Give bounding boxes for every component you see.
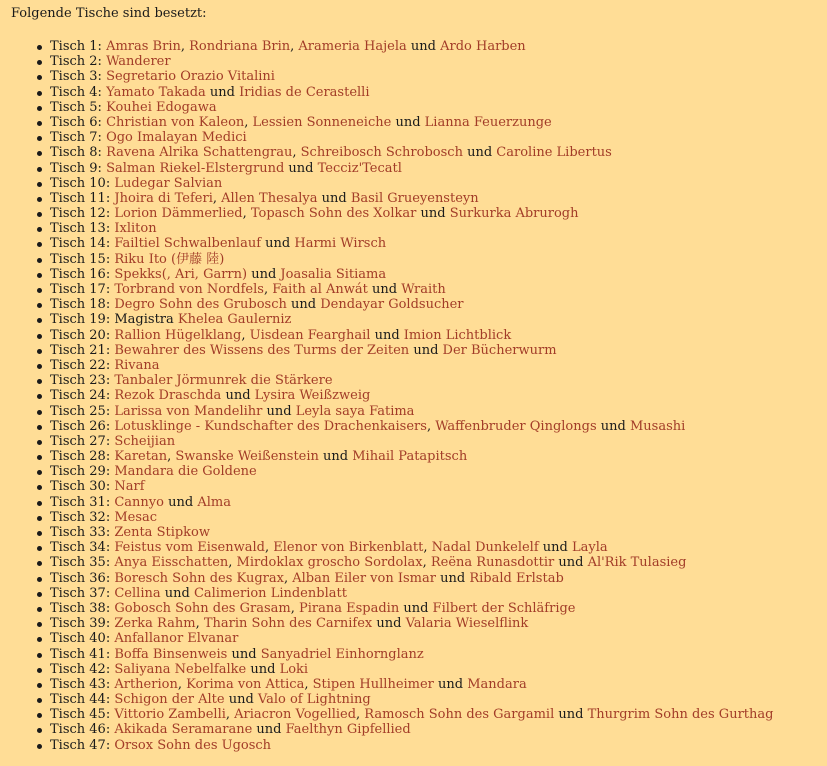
guest-link[interactable]: Larissa von Mandelihr: [114, 403, 263, 419]
table-row: [11, 282, 827, 297]
bullet-icon: [37, 303, 42, 308]
table-label: Tisch 39:: [50, 616, 111, 632]
table-label: Tisch 24:: [50, 388, 111, 404]
separator-text: ,: [426, 418, 436, 434]
bullet-icon: [37, 425, 42, 430]
separator-text: ,: [225, 707, 235, 723]
bullet-icon: [37, 242, 42, 247]
separator-text: ,: [242, 206, 251, 222]
table-label: Tisch 4:: [50, 84, 102, 100]
guest-link[interactable]: Ravena Alrika Schattengrau: [106, 145, 293, 161]
table-label: Tisch 26:: [50, 418, 111, 434]
table-label: Tisch 36:: [50, 570, 111, 586]
guest-link[interactable]: Segretario Orazio Vitalini: [106, 69, 275, 85]
bullet-icon: [37, 318, 42, 323]
table-label: Tisch 42:: [50, 661, 111, 677]
guest-link[interactable]: Boffa Binsenweis: [114, 646, 228, 662]
bullet-icon: [37, 607, 42, 612]
bullet-icon: [37, 501, 42, 506]
guest-link[interactable]: Bewahrer des Wissens des Turms der Zeiten: [114, 342, 410, 358]
bullet-icon: [37, 531, 42, 536]
table-row: [11, 130, 827, 145]
bullet-icon: [37, 273, 42, 278]
table-row: [11, 206, 827, 221]
table-label: Tisch 2:: [50, 54, 102, 70]
separator-text: und: [160, 585, 194, 601]
guest-link[interactable]: Salman Riekel-Elstergrund: [106, 160, 285, 176]
guest-link[interactable]: Uisdean Fearghail: [249, 327, 371, 343]
guest-link[interactable]: Wanderer: [106, 54, 171, 70]
bullet-icon: [37, 485, 42, 490]
guest-link[interactable]: Valaria Wieselflink: [405, 616, 529, 632]
bullet-icon: [37, 546, 42, 551]
guest-link[interactable]: Schreibosch Schrobosch: [300, 145, 463, 161]
guest-link[interactable]: Riku Ito (伊藤 陸): [114, 251, 225, 267]
guest-link[interactable]: Boresch Sohn des Kugrax: [114, 570, 284, 586]
table-row: [11, 464, 827, 479]
separator-text: ,: [292, 145, 301, 161]
separator-text: ,: [264, 540, 274, 556]
bullet-icon: [37, 379, 42, 384]
table-label: Tisch 35:: [50, 555, 111, 571]
guest-link[interactable]: Joasalia Sitiama: [280, 266, 387, 282]
guest-link[interactable]: Amras Brin: [106, 39, 181, 54]
table-row: [11, 236, 827, 251]
bullet-icon: [37, 258, 42, 263]
table-label: Tisch 34:: [50, 540, 111, 556]
separator-text: und: [433, 676, 468, 692]
guest-link[interactable]: Cannyo: [114, 494, 164, 510]
guest-link[interactable]: Imion Lichtblick: [403, 327, 512, 343]
separator-text: und: [554, 555, 588, 571]
guest-link[interactable]: Loki: [279, 661, 309, 677]
table-row: [11, 510, 827, 525]
guest-link[interactable]: Alma: [197, 494, 231, 510]
bullet-icon: [37, 91, 42, 96]
table-row: [11, 631, 827, 646]
separator-text: ,: [423, 540, 432, 556]
table-row: [11, 495, 827, 510]
table-row: [11, 555, 827, 570]
guest-link[interactable]: Scheijian: [114, 433, 176, 449]
separator-text: und: [227, 646, 261, 662]
bullet-icon: [37, 197, 42, 202]
table-row: [11, 586, 827, 601]
guest-link[interactable]: Der Bücherwurm: [442, 342, 557, 358]
guest-link[interactable]: Anya Eisschatten: [114, 555, 229, 571]
table-row: [11, 297, 827, 312]
table-label: Tisch 1:: [50, 39, 102, 54]
separator-text: ,: [212, 190, 222, 206]
table-row: [11, 616, 827, 631]
table-row: [11, 343, 827, 358]
separator-text: ,: [244, 114, 253, 130]
guest-link[interactable]: Schigon der Alte: [114, 692, 225, 708]
table-row: [11, 100, 827, 115]
bullet-icon: [37, 637, 42, 642]
guest-link[interactable]: Korima von Attica: [186, 676, 305, 692]
intro-text: Folgende Tische sind besetzt:: [11, 6, 207, 21]
bullet-icon: [37, 167, 42, 172]
table-label: Tisch 10:: [50, 175, 111, 191]
separator-text: und: [462, 145, 497, 161]
guest-link[interactable]: Rondriana Brin: [189, 39, 291, 54]
table-label: Tisch 28:: [50, 449, 111, 465]
bullet-icon: [37, 182, 42, 187]
bullet-icon: [37, 668, 42, 673]
bullet-icon: [37, 288, 42, 293]
guest-link[interactable]: Artherion: [114, 676, 178, 692]
bullet-icon: [37, 364, 42, 369]
bullet-icon: [37, 698, 42, 703]
table-label: Tisch 44:: [50, 692, 111, 708]
bullet-icon: [37, 744, 42, 749]
guest-link[interactable]: Tecciz'Tecatl: [317, 160, 402, 176]
table-label: Tisch 14:: [50, 236, 111, 252]
bullet-icon: [37, 394, 42, 399]
bullet-icon: [37, 728, 42, 733]
table-row: [11, 525, 827, 540]
guest-link[interactable]: Rallion Hügelklang: [114, 327, 242, 343]
guest-link[interactable]: Iridias de Cerastelli: [239, 84, 370, 100]
separator-text: und: [409, 342, 443, 358]
bullet-icon: [37, 592, 42, 597]
table-label: Tisch 29:: [50, 464, 111, 480]
guest-link[interactable]: Mihail Patapitsch: [352, 449, 468, 465]
guest-link[interactable]: Karetan: [114, 449, 168, 465]
table-label: Tisch 8:: [50, 145, 102, 161]
table-label: Tisch 16:: [50, 266, 111, 282]
separator-text: und: [317, 190, 351, 206]
guest-link[interactable]: Tanbaler Jörmunrek die Stärkere: [114, 373, 333, 389]
guest-link[interactable]: Ardo Harben: [440, 39, 526, 54]
table-label: Tisch 30:: [50, 479, 111, 495]
bullet-icon: [37, 410, 42, 415]
bullet-icon: [37, 151, 42, 156]
table-label: Tisch 5:: [50, 99, 102, 115]
guest-link[interactable]: Mandara die Goldene: [114, 464, 257, 480]
separator-text: und: [261, 236, 295, 252]
separator-text: und: [596, 418, 630, 434]
guest-link[interactable]: Pirana Espadin: [298, 600, 400, 616]
guest-link[interactable]: Kouhei Edogawa: [106, 99, 217, 115]
guest-link[interactable]: Layla: [572, 540, 608, 556]
separator-text: ,: [290, 600, 299, 616]
bullet-icon: [37, 653, 42, 658]
guest-link[interactable]: Surkurka Abrurogh: [449, 206, 579, 222]
guest-link[interactable]: Nadal Dunkelelf: [431, 540, 539, 556]
guest-link[interactable]: Zerka Rahm: [114, 616, 196, 632]
table-row: [11, 145, 827, 160]
separator-text: und: [163, 494, 198, 510]
table-label: Tisch 15:: [50, 251, 111, 267]
guest-link[interactable]: Stipen Hullheimer: [312, 676, 434, 692]
table-row: [11, 540, 827, 555]
table-row: [11, 358, 827, 373]
table-row: [11, 39, 827, 54]
guest-link[interactable]: Reëna Runasdottir: [430, 555, 555, 571]
guest-link[interactable]: Ariacron Vogellied: [234, 707, 357, 723]
separator-text: und: [247, 266, 281, 282]
table-label: Tisch 7:: [50, 130, 102, 146]
guest-link[interactable]: Swanske Weißenstein: [175, 449, 319, 465]
table-row: [11, 388, 827, 403]
guest-link[interactable]: Ribald Erlstab: [469, 570, 564, 586]
table-label: Tisch 32:: [50, 509, 111, 525]
guest-link[interactable]: Rivana: [114, 357, 160, 373]
table-row: [11, 252, 827, 267]
separator-text: und: [370, 327, 404, 343]
table-label: Tisch 46:: [50, 722, 111, 738]
separator-text: und: [205, 84, 240, 100]
guest-link[interactable]: Faith al Anwát: [272, 282, 368, 297]
table-row: [11, 312, 827, 327]
guest-link[interactable]: Rezok Draschda: [114, 388, 222, 404]
separator-text: Magistra: [114, 312, 178, 328]
guest-link[interactable]: Torbrand von Nordfels: [114, 282, 264, 297]
separator-text: und: [262, 403, 296, 419]
guest-link[interactable]: Lorion Dämmerlied: [114, 206, 243, 222]
guest-link[interactable]: Degro Sohn des Grubosch: [114, 297, 287, 313]
separator-text: und: [286, 297, 321, 313]
table-label: Tisch 20:: [50, 327, 111, 343]
table-label: Tisch 19:: [50, 312, 111, 328]
guest-link[interactable]: Lianna Feuerzunge: [424, 114, 552, 130]
separator-text: und: [252, 722, 286, 738]
guest-link[interactable]: Alban Eiler von Ismar: [292, 570, 436, 586]
guest-link[interactable]: Feistus vom Eisenwald: [114, 540, 265, 556]
guest-link[interactable]: Ogo Imalayan Medici: [106, 130, 247, 146]
table-row: [11, 54, 827, 69]
guest-link[interactable]: Waffenbruder Qinglongs: [435, 418, 597, 434]
separator-text: ,: [283, 570, 293, 586]
guest-link[interactable]: Narf: [114, 479, 145, 495]
guest-link[interactable]: Mandara: [467, 676, 527, 692]
table-row: [11, 267, 827, 282]
bullet-icon: [37, 577, 42, 582]
table-label: Tisch 13:: [50, 221, 111, 237]
separator-text: und: [538, 540, 572, 556]
separator-text: und: [372, 616, 406, 632]
separator-text: ,: [195, 616, 204, 632]
guest-link[interactable]: Jhoira di Teferi: [114, 190, 213, 206]
bullet-icon: [37, 440, 42, 445]
separator-text: und: [284, 160, 318, 176]
separator-text: ,: [356, 707, 365, 723]
guest-link[interactable]: Anfallanor Elvanar: [114, 631, 239, 647]
guest-link[interactable]: Thurgrim Sohn des Gurthag: [587, 707, 774, 723]
bullet-icon: [37, 60, 42, 65]
guest-link[interactable]: Lessien Sonneneiche: [252, 114, 392, 130]
table-label: Tisch 17:: [50, 282, 111, 297]
table-row: [11, 738, 827, 753]
table-label: Tisch 31:: [50, 494, 111, 510]
table-row: [11, 677, 827, 692]
bullet-icon: [37, 45, 42, 50]
table-row: [11, 722, 827, 737]
guest-link[interactable]: Saliyana Nebelfalke: [114, 661, 247, 677]
separator-text: ,: [228, 555, 237, 571]
table-row: [11, 373, 827, 388]
table-row: [11, 328, 827, 343]
guest-link[interactable]: Spekks(, Ari, Garrn): [114, 266, 248, 282]
guest-link[interactable]: Cellina: [114, 585, 161, 601]
guest-link[interactable]: Orsox Sohn des Ugosch: [114, 737, 272, 753]
bullet-icon: [37, 470, 42, 475]
table-label: Tisch 9:: [50, 160, 102, 176]
guest-link[interactable]: Leyla saya Fatima: [295, 403, 415, 419]
guest-link[interactable]: Valo of Lightning: [257, 692, 371, 708]
table-row: [11, 419, 827, 434]
guest-link[interactable]: Tharin Sohn des Carnifex: [203, 616, 373, 632]
guest-link[interactable]: Faelthyn Gipfellied: [285, 722, 411, 738]
guest-link[interactable]: Khelea Gaulerniz: [177, 312, 292, 328]
table-label: Tisch 33:: [50, 525, 111, 540]
guest-link[interactable]: Elenor von Birkenblatt: [273, 540, 424, 556]
table-label: Tisch 21:: [50, 342, 111, 358]
guest-link[interactable]: Lotusklinge - Kundschafter des Drachenkaisers: [114, 418, 427, 434]
bullet-icon: [37, 516, 42, 521]
bullet-icon: [37, 227, 42, 232]
table-row: [11, 191, 827, 206]
table-row: [11, 449, 827, 464]
separator-text: und: [224, 692, 258, 708]
guest-link[interactable]: Mirdoklax groscho Sordolax: [236, 555, 423, 571]
bullet-icon: [37, 349, 42, 354]
guest-link[interactable]: Wraith: [401, 282, 446, 297]
guest-link[interactable]: Ludegar Salvian: [114, 175, 223, 191]
table-row: [11, 601, 827, 616]
separator-text: ,: [180, 39, 190, 54]
table-row: [11, 176, 827, 191]
bullet-icon: [37, 334, 42, 339]
separator-text: ,: [241, 327, 250, 343]
table-row: [11, 161, 827, 176]
guest-link[interactable]: Musashi: [629, 418, 686, 434]
separator-text: und: [221, 388, 255, 404]
guest-link[interactable]: Arameria Hajela: [298, 39, 407, 54]
guest-link[interactable]: Sanyadriel Einhornglanz: [260, 646, 424, 662]
table-label: Tisch 3:: [50, 69, 102, 85]
separator-text: und: [416, 206, 450, 222]
separator-text: und: [435, 570, 470, 586]
guest-link[interactable]: Vittorio Zambelli: [114, 707, 226, 723]
bullet-icon: [37, 683, 42, 688]
guest-link[interactable]: Akikada Seramarane: [114, 722, 253, 738]
table-row: [11, 434, 827, 449]
table-label: Tisch 40:: [50, 631, 111, 647]
guest-link[interactable]: Christian von Kaleon: [106, 114, 245, 130]
table-label: Tisch 43:: [50, 676, 111, 692]
separator-text: und: [246, 661, 280, 677]
separator-text: und: [406, 39, 441, 54]
table-row: [11, 479, 827, 494]
guest-link[interactable]: Mesac: [114, 509, 158, 525]
separator-text: ,: [263, 282, 273, 297]
table-row: [11, 692, 827, 707]
table-row: [11, 85, 827, 100]
guest-link[interactable]: Lysira Weißzweig: [254, 388, 371, 404]
guest-link[interactable]: Topasch Sohn des Xolkar: [250, 206, 417, 222]
guest-link[interactable]: Allen Thesalya: [221, 190, 318, 206]
guest-link[interactable]: Basil Grueyensteyn: [350, 190, 479, 206]
bullet-icon: [37, 212, 42, 217]
guest-link[interactable]: Gobosch Sohn des Grasam: [114, 600, 291, 616]
guest-link[interactable]: Al'Rik Tulasieg: [587, 555, 687, 571]
bullet-icon: [37, 121, 42, 126]
table-label: Tisch 23:: [50, 373, 111, 389]
bullet-icon: [37, 75, 42, 80]
table-label: Tisch 25:: [50, 403, 111, 419]
table-row: [11, 221, 827, 236]
guest-link[interactable]: Yamato Takada: [106, 84, 206, 100]
separator-text: und: [554, 707, 588, 723]
separator-text: und: [391, 114, 425, 130]
bullet-icon: [37, 713, 42, 718]
table-row: [11, 69, 827, 84]
table-label: Tisch 45:: [50, 707, 111, 723]
separator-text: ,: [422, 555, 431, 571]
guest-link[interactable]: Failtiel Schwalbenlauf: [114, 236, 262, 252]
guest-link[interactable]: Dendayar Goldsucher: [320, 297, 464, 313]
guest-link[interactable]: Zenta Stipkow: [114, 525, 211, 540]
separator-text: ,: [290, 39, 299, 54]
guest-link[interactable]: Ixliton: [114, 221, 157, 237]
bullet-icon: [37, 622, 42, 627]
table-label: Tisch 41:: [50, 646, 111, 662]
bullet-icon: [37, 455, 42, 460]
table-list: [11, 39, 827, 753]
separator-text: ,: [167, 449, 176, 465]
table-label: Tisch 38:: [50, 600, 111, 616]
separator-text: ,: [304, 676, 313, 692]
table-row: [11, 115, 827, 130]
guest-link[interactable]: Filbert der Schläfrige: [432, 600, 576, 616]
table-label: Tisch 22:: [50, 357, 111, 373]
separator-text: und: [399, 600, 433, 616]
table-label: Tisch 27:: [50, 433, 111, 449]
table-label: Tisch 6:: [50, 114, 102, 130]
bullet-icon: [37, 561, 42, 566]
table-row: [11, 404, 827, 419]
guest-link[interactable]: Harmi Wirsch: [294, 236, 387, 252]
separator-text: und: [318, 449, 353, 465]
table-row: [11, 647, 827, 662]
table-label: Tisch 18:: [50, 297, 111, 313]
separator-text: ,: [177, 676, 187, 692]
bullet-icon: [37, 136, 42, 141]
guest-link[interactable]: Ramosch Sohn des Gargamil: [364, 707, 555, 723]
bullet-icon: [37, 106, 42, 111]
table-row: [11, 571, 827, 586]
separator-text: und: [367, 282, 402, 297]
guest-link[interactable]: Calimerion Lindenblatt: [193, 585, 347, 601]
table-row: [11, 707, 827, 722]
table-label: Tisch 37:: [50, 585, 111, 601]
table-label: Tisch 12:: [50, 206, 111, 222]
table-row: [11, 662, 827, 677]
table-label: Tisch 47:: [50, 737, 111, 753]
guest-link[interactable]: Caroline Libertus: [496, 145, 612, 161]
table-label: Tisch 11:: [50, 190, 111, 206]
